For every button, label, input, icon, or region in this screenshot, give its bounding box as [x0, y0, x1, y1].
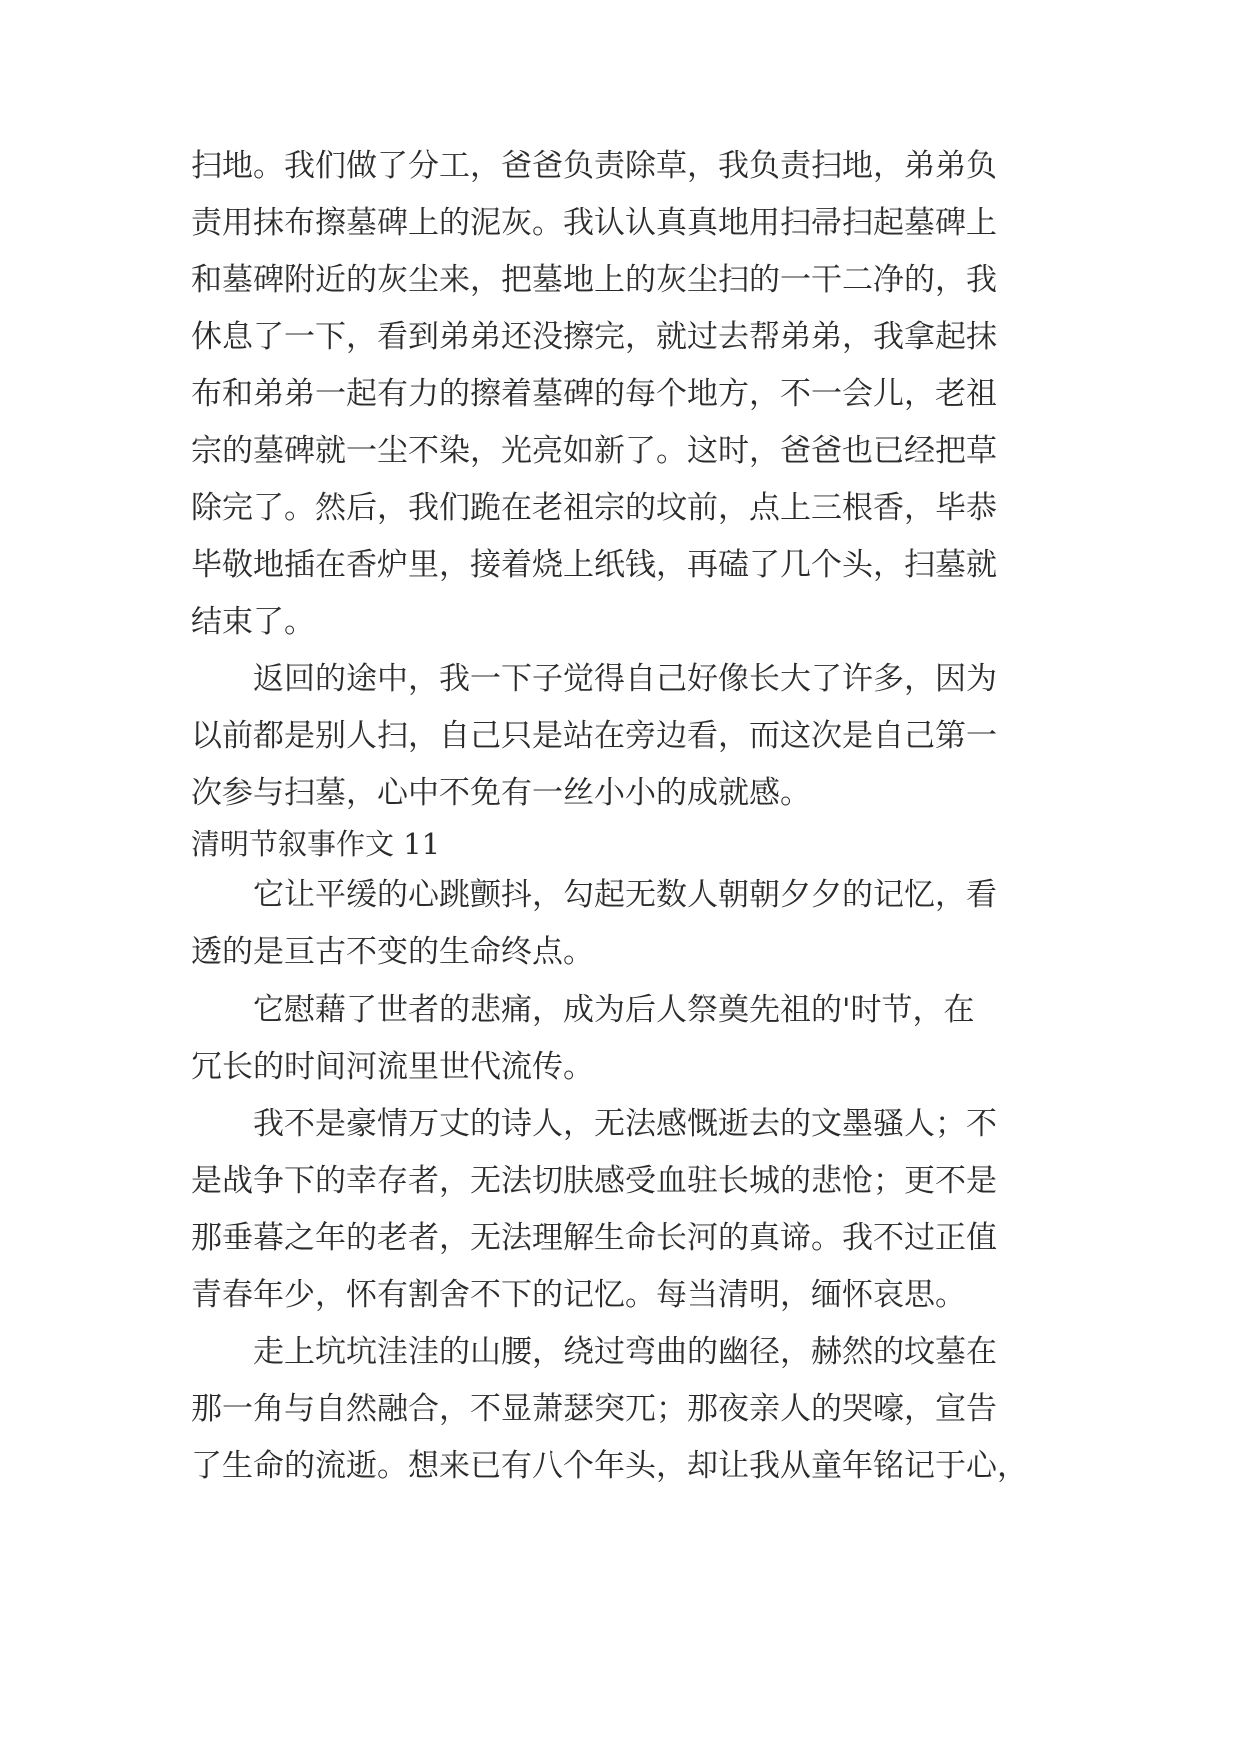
paragraph-line: 青春年少，怀有割舍不下的记忆。每当清明，缅怀哀思。 — [191, 1277, 966, 1313]
paragraph-line: 休息了一下，看到弟弟还没擦完，就过去帮弟弟，我拿起抹 — [191, 319, 997, 355]
paragraph-line: 宗的墓碑就一尘不染，光亮如新了。这时，爸爸也已经把草 — [191, 433, 997, 469]
paragraph-line: 我不是豪情万丈的诗人，无法感慨逝去的文墨骚人；不 — [191, 1106, 997, 1142]
paragraph-line: 它慰藉了世者的悲痛，成为后人祭奠先祖的'时节，在 — [191, 992, 975, 1028]
paragraph-line: 扫地。我们做了分工，爸爸负责除草，我负责扫地，弟弟负 — [191, 148, 997, 184]
paragraph-line: 除完了。然后，我们跪在老祖宗的坟前，点上三根香，毕恭 — [191, 490, 997, 526]
paragraph-line: 透的是亘古不变的生命终点。 — [191, 934, 594, 970]
paragraph-line: 是战争下的幸存者，无法切肤感受血驻长城的悲怆；更不是 — [191, 1163, 997, 1199]
paragraph-line: 和墓碑附近的灰尘来，把墓地上的灰尘扫的一干二净的，我 — [191, 262, 997, 298]
paragraph-line: 那垂暮之年的老者，无法理解生命长河的真谛。我不过正值 — [191, 1220, 997, 1256]
paragraph-line: 次参与扫墓，心中不免有一丝小小的成就感。 — [191, 775, 811, 811]
paragraph-line: 走上坑坑洼洼的山腰，绕过弯曲的幽径，赫然的坟墓在 — [191, 1334, 997, 1370]
paragraph-line: 责用抹布擦墓碑上的泥灰。我认认真真地用扫帚扫起墓碑上 — [191, 205, 997, 241]
paragraph-line: 它让平缓的心跳颤抖，勾起无数人朝朝夕夕的记忆，看 — [191, 877, 997, 913]
paragraph-line: 返回的途中，我一下子觉得自己好像长大了许多，因为 — [191, 661, 997, 697]
paragraph-line: 冗长的时间河流里世代流传。 — [191, 1049, 594, 1085]
paragraph-line: 毕敬地插在香炉里，接着烧上纸钱，再磕了几个头，扫墓就 — [191, 547, 997, 583]
section-heading: 清明节叙事作文 11 — [191, 827, 441, 861]
paragraph-line: 那一角与自然融合，不显萧瑟突兀；那夜亲人的哭嚎，宣告 — [191, 1391, 997, 1427]
paragraph-line: 结束了。 — [191, 604, 315, 640]
paragraph-line: 以前都是别人扫，自己只是站在旁边看，而这次是自己第一 — [191, 718, 997, 754]
paragraph-line: 布和弟弟一起有力的擦着墓碑的每个地方，不一会儿，老祖 — [191, 376, 997, 412]
paragraph-line: 了生命的流逝。想来已有八个年头，却让我从童年铭记于心， — [191, 1448, 1028, 1484]
